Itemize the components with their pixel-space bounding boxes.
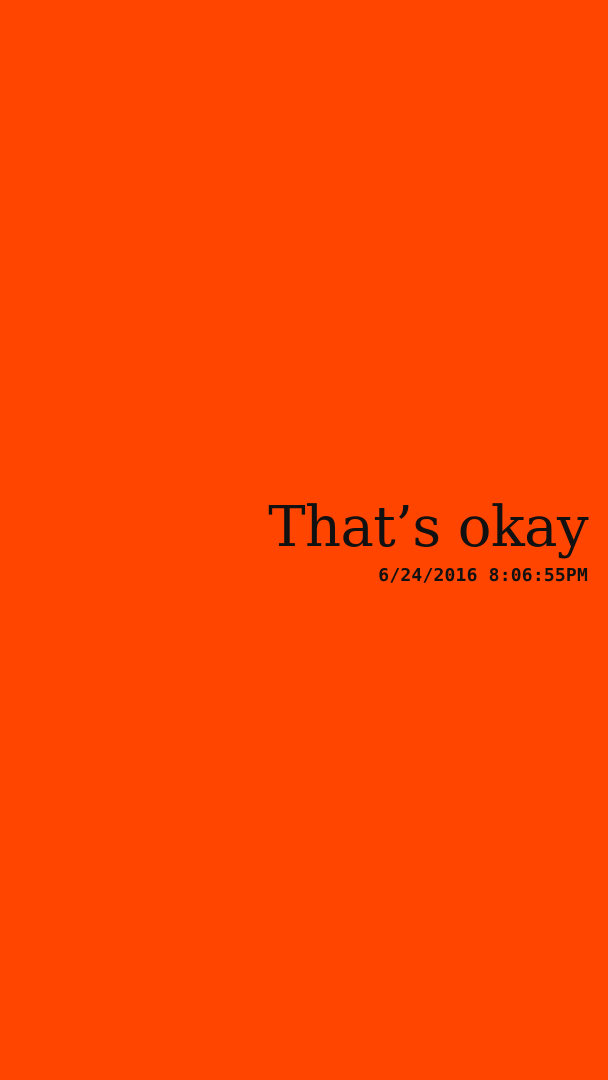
message-timestamp: 6/24/2016 8:06:55PM	[378, 565, 588, 586]
message-title: That’s okay	[268, 495, 588, 560]
message-block	[268, 494, 588, 588]
